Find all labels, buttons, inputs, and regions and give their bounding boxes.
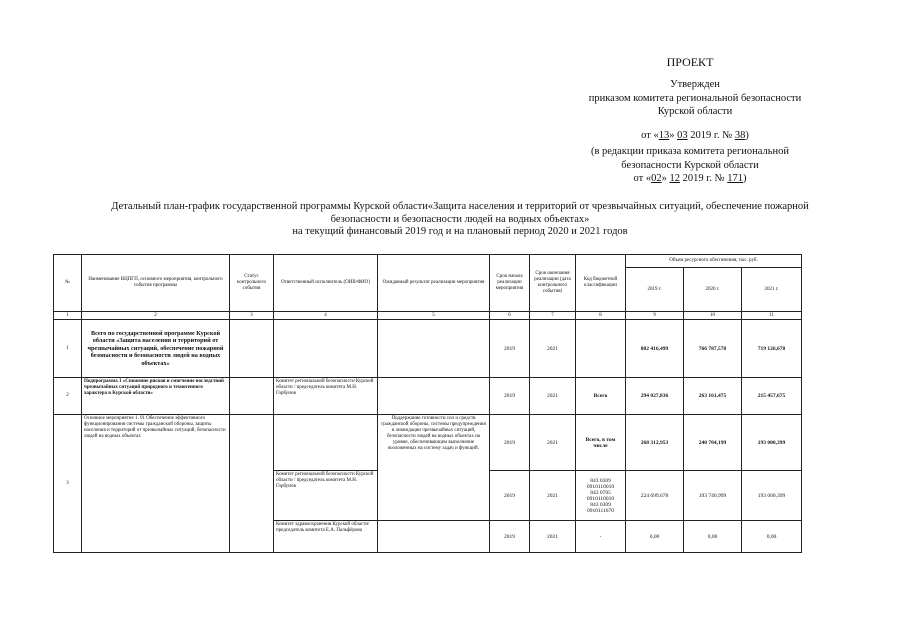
table-row [54, 378, 802, 415]
row-end: 2021 [530, 415, 576, 471]
header-funding: Объем ресурсного обеспечения, тыс. руб. [626, 255, 802, 268]
code-line: 843 0309 [590, 501, 611, 508]
row-end: 2021 [530, 378, 576, 415]
row-code: - [576, 521, 626, 553]
table-row [54, 320, 802, 378]
row-num: 2 [54, 378, 82, 415]
row-end: 2021 [530, 471, 576, 521]
row-value-2019: 268 312,953 [626, 415, 684, 471]
code-line: 0910110010 [586, 483, 615, 490]
row-value-2021: 719 126,678 [742, 320, 802, 378]
row-code [576, 320, 626, 378]
row-value-2020: 193 740,999 [684, 471, 742, 521]
row-status [230, 378, 274, 415]
col-number: 3 [230, 312, 274, 320]
row-value-2019: 0,00 [626, 521, 684, 553]
approval-day: 13 [658, 129, 670, 141]
row-value-2019: 224 699,678 [626, 471, 684, 521]
col-number: 2 [82, 312, 230, 320]
redaction-month: 12 [669, 173, 680, 184]
header-end: Срок окончания реализации (дата контрольного события) [530, 255, 576, 312]
approval-number: 38 [734, 129, 746, 141]
row-status [230, 415, 274, 553]
row-executor [274, 415, 378, 471]
header-name: Наименование ВЦПГП, основного мероприятия, контрольного события программы [82, 255, 230, 312]
col-number: 1 [54, 312, 82, 320]
row-num: 3 [54, 415, 82, 553]
row-value-2021: 193 000,399 [742, 415, 802, 471]
approval-date: от «13» 03 2019 г. № 38) [641, 129, 749, 141]
code-line: 0910111670 [586, 507, 615, 514]
col-number: 8 [576, 312, 626, 320]
title-line-3: на текущий финансовый 2019 год и на плановый период 2020 и 2021 годов [292, 226, 628, 237]
approval-month: 03 [677, 129, 688, 141]
header-2020: 2020 г. [684, 268, 742, 312]
header-code: Код бюджетной классификации [576, 255, 626, 312]
row-value-2021: 215 457,675 [742, 378, 802, 415]
header-start: Срок начала реализации мероприятия [490, 255, 530, 312]
row-num: 1 [54, 320, 82, 378]
row-result [378, 378, 490, 415]
approval-line-1: Утвержден [670, 79, 720, 90]
row-start: 2019 [490, 471, 530, 521]
row-result [378, 521, 490, 553]
row-code: Всего, в том числе [576, 415, 626, 471]
row-result [378, 320, 490, 378]
col-number: 10 [684, 312, 742, 320]
header-2021: 2021 г. [742, 268, 802, 312]
code-line: 843 0309 [590, 477, 611, 484]
header-num: № [54, 255, 82, 312]
redaction-date: от «02» 12 2019 г. № 171) [633, 173, 747, 184]
project-label: ПРОЕКТ [666, 55, 714, 69]
col-number: 7 [530, 312, 576, 320]
row-value-2019: 294 027,836 [626, 378, 684, 415]
redaction-line-2: безопасности Курской области [621, 159, 759, 171]
row-start: 2019 [490, 521, 530, 553]
row-value-2021: 0,00 [742, 521, 802, 553]
row-status [230, 320, 274, 378]
approval-block [560, 78, 830, 142]
row-value-2020: 240 704,199 [684, 415, 742, 471]
code-line: 843 0705 [590, 489, 611, 496]
row-start: 2019 [490, 320, 530, 378]
row-value-2021: 193 000,399 [742, 471, 802, 521]
row-executor [274, 320, 378, 378]
redaction-day: 02 [651, 173, 662, 184]
table-row [54, 415, 802, 471]
row-value-2020: 263 161,475 [684, 378, 742, 415]
redaction-block [580, 145, 800, 186]
header-status: Статус контрольного события [230, 255, 274, 312]
row-value-2020: 0,00 [684, 521, 742, 553]
row-end: 2021 [530, 521, 576, 553]
row-name: Подпрограмма 1 «Снижение рисков и смягчение последствий чрезвычайных ситуаций природного и техногенного характера в Курской области» [82, 378, 230, 415]
col-number: 5 [378, 312, 490, 320]
row-end: 2021 [530, 320, 576, 378]
redaction-number: 171 [727, 173, 743, 184]
col-number: 9 [626, 312, 684, 320]
title-line-1: Детальный план-график государственной программы Курской области«Защита населения и территорий от чрезвычайных ситуаций, обеспечение пожарной [111, 201, 809, 212]
row-code: Всего [576, 378, 626, 415]
title-line-2: безопасности и безопасности людей на водных объектах» [330, 213, 590, 225]
redaction-line-1: (в редакции приказа комитета региональной [590, 146, 790, 157]
row-name: Всего по государственной программе Курской области «Защита населения и территорий от чрезвычайных ситуаций, обеспечение пожарной безопасности и безопасности людей на водных объектах» [82, 320, 230, 378]
row-executor: Комитет здравоохранения Курской области/ председатель комитета Е.А. Пальфёрова [274, 521, 378, 553]
row-name: Основное мероприятие 1. 01 Обеспечение эффективного функционирования системы гражданской обороны, защиты населения и территорий от чрезвычайных ситуаций, безопасности людей на водных объектах [82, 415, 230, 553]
row-start: 2019 [490, 378, 530, 415]
header-result: Ожидаемый результат реализации мероприятия [378, 255, 490, 312]
header-2019: 2019 г. [626, 268, 684, 312]
row-value-2019: 802 416,499 [626, 320, 684, 378]
document-title [60, 201, 860, 239]
code-line: 0910110010 [586, 495, 615, 502]
row-start: 2019 [490, 415, 530, 471]
row-executor: Комитет региональной безопасности Курской области / председатель комитета М.Н. Горбунов [274, 378, 378, 415]
col-number: 4 [274, 312, 378, 320]
col-number: 11 [742, 312, 802, 320]
row-executor: Комитет региональной безопасности Курской области / председатель комитета М.Н. Горбунов [274, 471, 378, 521]
row-code [576, 471, 626, 521]
row-result: Поддержание готовности сил и средств гражданской обороны, системы предупреждения и ликвидации чрезвычайных ситуаций, безопасности людей на водных объектах на уровне, обеспечивающем выполнение возложенных на систему задач и функций. [378, 415, 490, 521]
plan-schedule-table [53, 254, 802, 553]
col-number: 6 [490, 312, 530, 320]
row-value-2020: 766 787,578 [684, 320, 742, 378]
header-executor: Ответственный исполнитель (ОИВ/ФИО) [274, 255, 378, 312]
approval-line-2: приказом комитета региональной безопасности [588, 92, 802, 104]
approval-line-3: Курской области [657, 106, 733, 117]
